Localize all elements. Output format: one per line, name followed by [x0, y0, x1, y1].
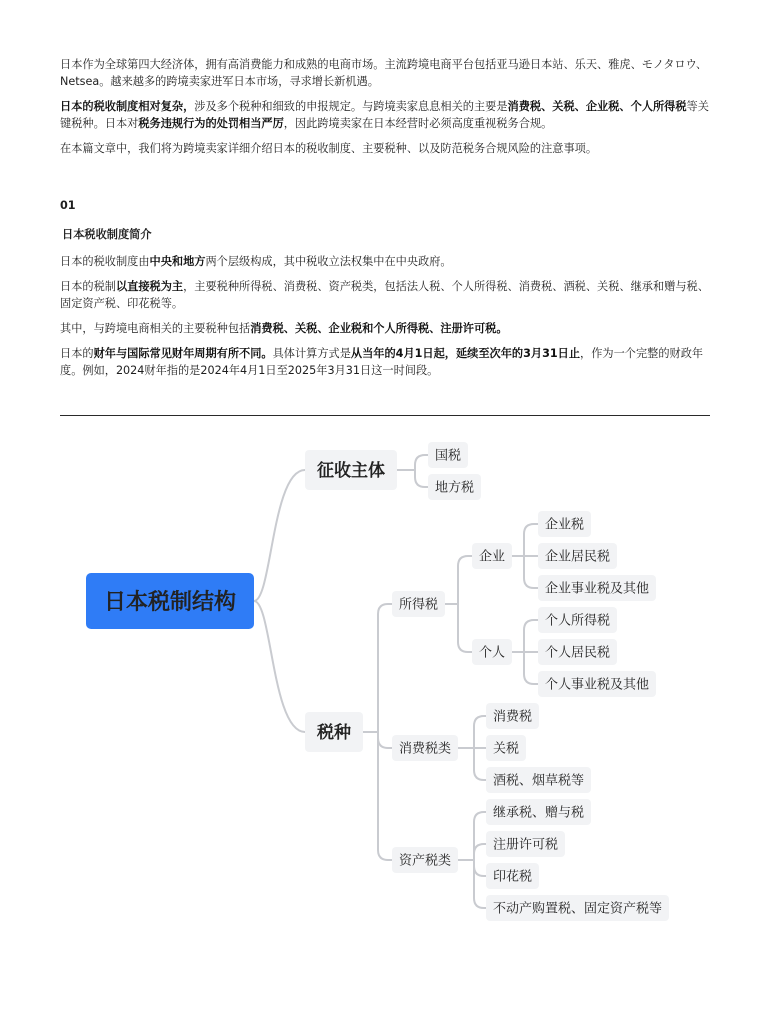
collection-entity-link-0 [415, 455, 428, 470]
tax-types-link-0 [378, 604, 392, 732]
node-consumption-leaf-2 [486, 767, 591, 793]
income-tax-link-0 [458, 556, 472, 604]
asset-tax-link-0 [474, 812, 486, 860]
section-title: 日本税收制度简介 [62, 228, 152, 241]
section-paragraph-3: 其中，与跨境电商相关的主要税种包括消费税、关税、企业税和个人所得税、注册许可税。 [60, 322, 508, 335]
root-to-collection-entity [254, 470, 305, 601]
node-collection-1-label: 地方税 [435, 480, 475, 496]
node-tax-types [305, 712, 363, 752]
section-number: 01 [60, 199, 76, 212]
node-corporate-leaf-0-label: 企业税 [545, 517, 585, 533]
article-body [60, 56, 710, 387]
node-individual [472, 639, 512, 665]
node-corporate-leaf-1 [538, 543, 617, 569]
section-paragraph-1: 日本的税收制度由中央和地方两个层级构成，其中税收立法权集中在中央政府。 [60, 255, 452, 268]
node-corporate-leaf-0 [538, 511, 591, 537]
node-income-tax-label: 所得税 [399, 597, 439, 613]
asset-tax-link-3 [474, 860, 486, 908]
intro-paragraph-1: 日本作为全球第四大经济体，拥有高消费能力和成熟的电商市场。主流跨境电商平台包括亚马逊日本站、乐天、雅虎、モノタロウ、Netsea。越来越多的跨境卖家进军日本市场，寻求增长新机遇。 [60, 58, 708, 88]
collection-entity-link-1 [415, 470, 428, 487]
node-asset-leaf-2-label: 印花税 [493, 869, 533, 885]
node-asset-leaf-2 [486, 863, 539, 889]
node-corporate-leaf-1-label: 企业居民税 [545, 549, 611, 565]
node-asset-leaf-0-label: 继承税、赠与税 [493, 805, 585, 821]
node-collection-1 [428, 474, 481, 500]
node-consumption-tax [392, 735, 458, 761]
node-consumption-tax-label: 消费税类 [399, 741, 452, 757]
node-individual-leaf-0 [538, 607, 617, 633]
node-consumption-leaf-1-label: 关税 [493, 741, 520, 757]
node-consumption-leaf-1 [486, 735, 526, 761]
node-collection-0 [428, 442, 468, 468]
node-consumption-leaf-0 [486, 703, 539, 729]
node-individual-leaf-1-label: 个人居民税 [545, 645, 611, 661]
node-individual-leaf-0-label: 个人所得税 [545, 613, 611, 629]
corporate-link-2 [524, 556, 538, 588]
node-individual-leaf-2 [538, 671, 656, 697]
node-consumption-leaf-2-label: 酒税、烟草税等 [493, 773, 585, 789]
individual-link-2 [524, 652, 538, 684]
node-corporate-label: 企业 [479, 549, 506, 565]
node-asset-leaf-1-label: 注册许可税 [493, 837, 559, 853]
node-corporate [472, 543, 512, 569]
tax-structure-mindmap [0, 430, 768, 1024]
asset-tax-link-1 [474, 844, 486, 860]
node-corporate-leaf-2-label: 企业事业税及其他 [545, 581, 650, 597]
root-node-tax-structure-label: 日本税制结构 [104, 589, 237, 615]
root-to-tax-types [254, 601, 305, 732]
node-collection-0-label: 国税 [435, 448, 462, 464]
intro-paragraph-2: 日本的税收制度相对复杂，涉及多个税种和细致的申报规定。与跨境卖家息息相关的主要是消费税、关税、企业税、个人所得税等关键税种。日本对税务违规行为的处罚相当严厉，因此跨境卖家在日本经营时必须高度重视税务合规。 [60, 100, 709, 130]
asset-tax-link-2 [474, 860, 486, 876]
root-node-tax-structure [86, 573, 254, 629]
node-collection-entity [305, 450, 397, 490]
section-paragraph-4: 日本的财年与国际常见财年周期有所不同。具体计算方式是从当年的4月1日起，延续至次年的3月31日止，作为一个完整的财政年度。例如，2024财年指的是2024年4月1日至2025年3月31日这一时间段。 [60, 347, 704, 377]
consumption-tax-link-0 [474, 716, 486, 748]
node-asset-leaf-3-label: 不动产购置税、固定资产税等 [493, 901, 663, 917]
node-individual-leaf-1 [538, 639, 617, 665]
node-asset-leaf-3 [486, 895, 669, 921]
individual-link-0 [524, 620, 538, 652]
node-collection-entity-label: 征收主体 [317, 461, 385, 482]
node-tax-types-label: 税种 [317, 723, 351, 744]
node-asset-leaf-1 [486, 831, 565, 857]
node-individual-leaf-2-label: 个人事业税及其他 [545, 677, 650, 693]
node-income-tax [392, 591, 445, 617]
node-corporate-leaf-2 [538, 575, 656, 601]
income-tax-link-1 [458, 604, 472, 652]
node-individual-label: 个人 [479, 645, 506, 661]
node-asset-tax-label: 资产税类 [399, 853, 452, 869]
tax-types-link-2 [378, 732, 392, 860]
node-consumption-leaf-0-label: 消费税 [493, 709, 533, 725]
section-paragraph-2: 日本的税制以直接税为主，主要税种所得税、消费税、资产税类，包括法人税、个人所得税、消费税、酒税、关税、继承和赠与税、固定资产税、印花税等。 [60, 280, 709, 310]
tax-types-link-1 [378, 732, 392, 748]
intro-paragraph-3: 在本篇文章中，我们将为跨境卖家详细介绍日本的税收制度、主要税种、以及防范税务合规风险的注意事项。 [60, 142, 598, 155]
node-asset-tax [392, 847, 458, 873]
corporate-link-0 [524, 524, 538, 556]
section-divider [60, 415, 710, 416]
consumption-tax-link-2 [474, 748, 486, 780]
node-asset-leaf-0 [486, 799, 591, 825]
